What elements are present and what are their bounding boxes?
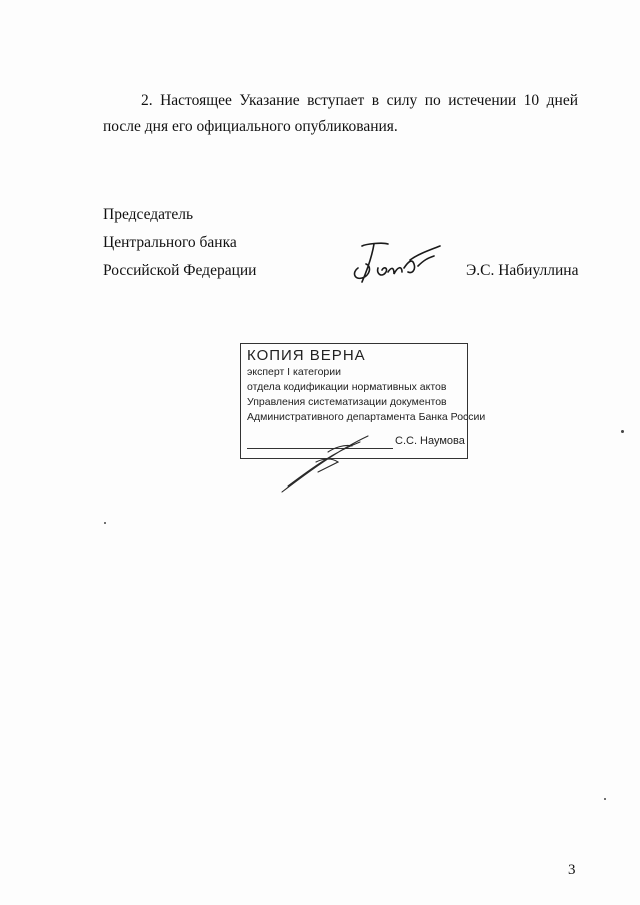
stamp-title: КОПИЯ ВЕРНА [247, 347, 366, 364]
position-line-3: Российской Федерации [103, 262, 257, 279]
scan-speck [104, 522, 106, 524]
page-number: 3 [568, 862, 576, 878]
stamp-line-4: Административного департамента Банка России [247, 411, 486, 423]
scan-speck [621, 430, 624, 433]
stamp-signature [268, 432, 388, 498]
paragraph-line-2: после дня его официального опубликования. [103, 118, 398, 135]
position-line-1: Председатель [103, 206, 194, 223]
paragraph-line-1: 2. Настоящее Указание вступает в силу по истечении 10 дней [141, 92, 578, 109]
stamp-name: С.С. Наумова [395, 435, 465, 447]
position-line-2: Центрального банка [103, 234, 237, 251]
scan-speck [604, 798, 606, 800]
stamp-line-3: Управления систематизации документов [247, 396, 447, 408]
signer-name: Э.С. Набиуллина [466, 262, 579, 279]
stamp-line-2: отдела кодификации нормативных актов [247, 381, 447, 393]
handwritten-signature [348, 238, 444, 288]
body-paragraph [103, 88, 578, 140]
stamp-line-1: эксперт I категории [247, 366, 341, 378]
